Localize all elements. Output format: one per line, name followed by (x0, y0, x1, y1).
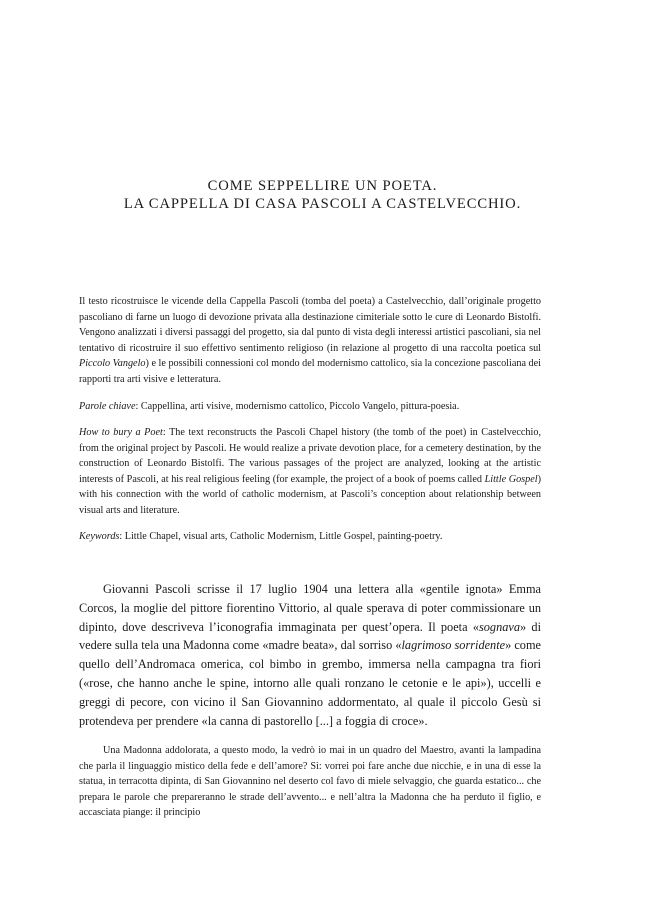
block-quote: Una Madonna addolorata, a questo modo, la vedrò io mai in un quadro del Maestro, avanti la lampadina che parla il linguaggio mistico della fede e dell’amore? Sì: vorrei poi fare anche due nicchie, e in una di esse la statua, in terracotta dipinta, di San Giovannino nel deserto col favo di miele selvaggio, che guarda estatico... che prepara le parole che prepareranno le strade dell’avvento... e nell’altra la Madonna che ha perduto il figlio, e accasciata piange: il principio (79, 745, 541, 819)
body-paragraph-italic-2: lagrimoso sorridente (401, 638, 506, 653)
abstract-italian-book-title: Piccolo Vangelo (79, 358, 146, 370)
article-title-line-2: LA CAPPELLA DI CASA PASCOLI A CASTELVECCHIO. (123, 196, 522, 212)
keywords-italian (79, 399, 541, 415)
abstract-italian-text-a: Il testo ricostruisce le vicende della Cappella Pascoli (tomba del poeta) a Castelvecchio, dall’originale progetto pascoliano di farne un luogo di devozione privata alla destinazione cimiteriale sotto le cure di Leonardo Bistolfi. Vengono analizzati i diversi passaggi del progetto, sia dal punto di vista degli interessi artistici pascoliani, sia nel tentativo di ricostruire il suo effettivo sentimento religioso (in relazione al progetto di una raccolta poetica sul (79, 296, 541, 354)
body-paragraph-text-c: » come quello dell’Andromaca omerica, col bimbo in grembo, immersa nella campagna tra fiori («rose, che hanno anche le spine, intorno alle quali ronzano le cetonie e le api»), uccelli e greggi di pecore, con vicino il San Giovannino addormentato, al quale il piccolo Gesù si protendeva per prendere «la canna di pastorello [...] a foggia di croce». (79, 638, 541, 728)
body-paragraph-text-a: Giovanni Pascoli scrisse il 17 luglio 1904 una lettera alla «gentile ignota» Emma Corcos, la moglie del pittore fiorentino Vittorio, al quale sperava di poter commissionare un dipinto, dove descriveva l’iconografia immaginata per quest’opera. Il poeta « (79, 582, 541, 634)
keywords-english-text: : Little Chapel, visual arts, Catholic Modernism, Little Gospel, painting-poetry. (119, 531, 443, 542)
body-paragraph-text-b: » di vedere sulla tela una Madonna come «madre beata», dal sorriso « (79, 619, 541, 653)
abstract-english-book-title: Little Gospel (484, 473, 538, 485)
keywords-italian-label: Parole chiave (79, 401, 136, 412)
body-paragraph-italic-1: sognava (478, 619, 520, 634)
body-paragraph (79, 580, 541, 730)
keywords-english-label: Keywords (79, 531, 120, 542)
abstract-english-text-a: : The text reconstructs the Pascoli Chapel history (the tomb of the poet) in Castelvecchio, from the original project by Pascoli. He would realize a private devotion place, for a cemetery destination, by the construction of Leonardo Bistolfi. The various passages of the project are analyzed, looking at the artistic interests of Pascoli, at his real religious feeling (for example, the project of a book of poems called (79, 427, 541, 485)
abstract-italian-text-b: ) e le possibili connessioni col mondo del modernismo cattolico, sia la concezione pascoliana dei rapporti tra arti visive e letteratura. (79, 358, 541, 385)
abstract-italian (79, 294, 541, 388)
keywords-italian-text: : Cappellina, arti visive, modernismo cattolico, Piccolo Vangelo, pittura-poesia. (135, 401, 460, 412)
abstract-english-text-b: ) with his connection with the world of catholic modernism, at Pascoli’s conception about relationship between visual arts and literature. (79, 473, 541, 516)
article-title-line-1: COME SEPPELLIRE UN POETA. (207, 178, 438, 194)
abstract-english (79, 425, 541, 519)
keywords-english (79, 529, 541, 545)
abstract-english-title-label: How to bury a Poet (79, 427, 163, 438)
